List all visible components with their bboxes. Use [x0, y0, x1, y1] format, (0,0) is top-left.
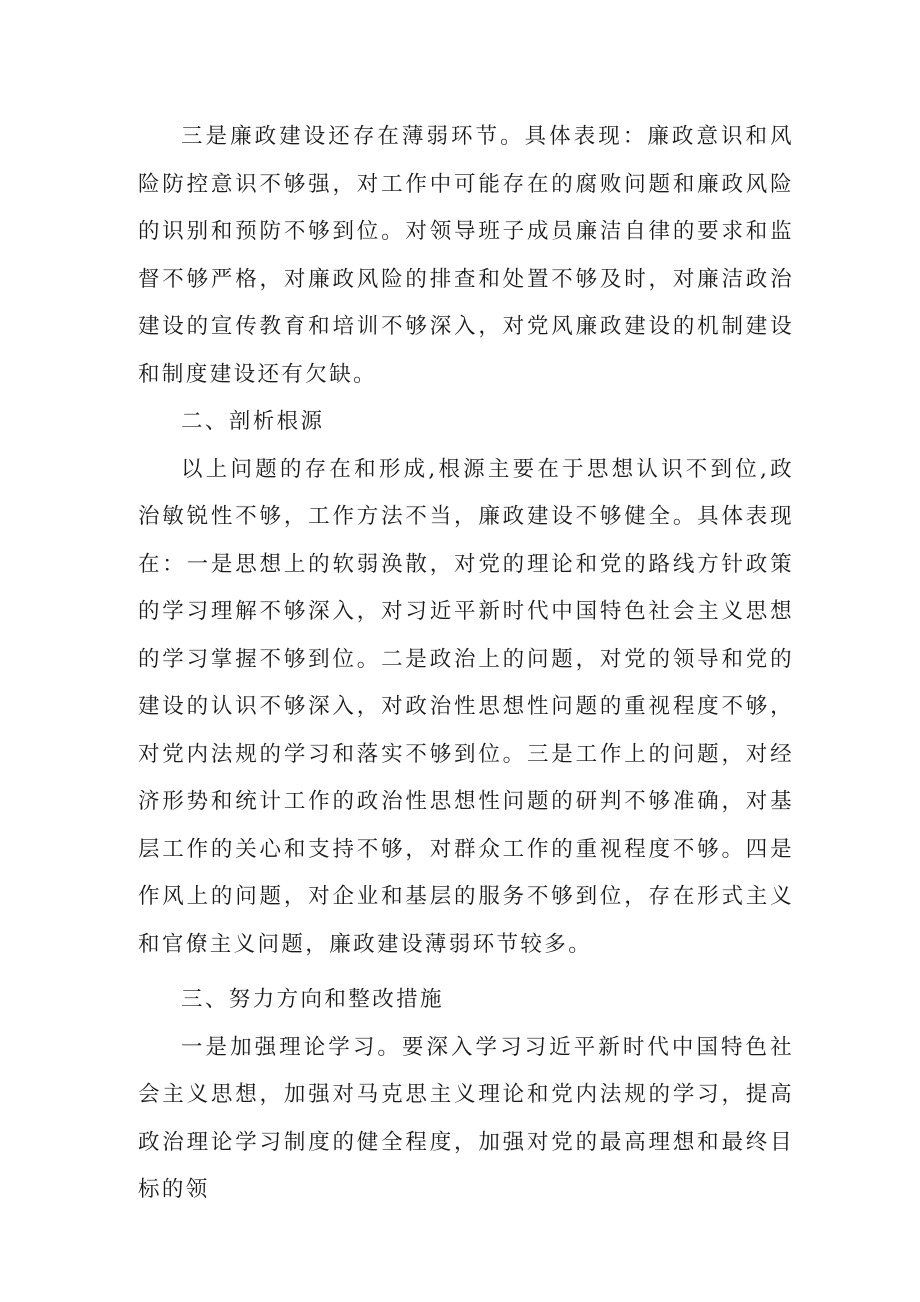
paragraph-theory-study: 一是加强理论学习。要深入学习习近平新时代中国特色社会主义思想，加强对马克思主义理论和党内法规的学习，提高政治理论学习制度的健全程度，加强对党的最高理想和最终目标的领 [138, 1034, 794, 1202]
section-heading-root-causes: 二、剖析根源 [181, 409, 325, 434]
paragraph-integrity-weakness: 三是廉政建设还存在薄弱环节。具体表现：廉政意识和风险防控意识不够强，对工作中可能存在的腐败问题和廉政风险的识别和预防不够到位。对领导班子成员廉洁自律的要求和监督不够严格，对廉政风险的排查和处置不够及时，对廉洁政治建设的宣传教育和培训不够深入，对党风廉政建设的机制建设和制度建设还有欠缺。 [138, 124, 794, 387]
paragraph-root-causes: 以上问题的存在和形成,根源主要在于思想认识不到位,政治敏锐性不够，工作方法不当，廉政建设不够健全。具体表现在：一是思想上的软弱涣散，对党的理论和党的路线方针政策的学习理解不够深入，对习近平新时代中国特色社会主义思想的学习掌握不够到位。二是政治上的问题，对党的领导和党的建设的认识不够深入，对政治性思想性问题的重视程度不够，对党内法规的学习和落实不够到位。三是工作上的问题，对经济形势和统计工作的政治性思想性问题的研判不够准确，对基层工作的关心和支持不够，对群众工作的重视程度不够。四是作风上的问题，对企业和基层的服务不够到位，存在形式主义和官僚主义问题，廉政建设薄弱环节较多。 [138, 456, 794, 957]
section-heading-rectification: 三、努力方向和整改措施 [181, 987, 444, 1012]
document-body [138, 113, 794, 1214]
